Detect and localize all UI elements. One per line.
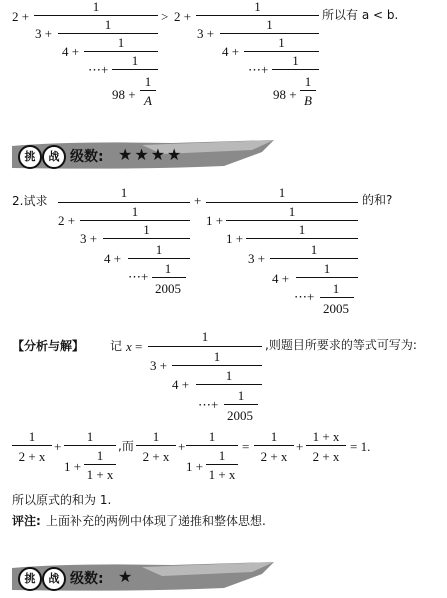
p2-f1-bar-1: [58, 202, 190, 203]
p2-f1-bar-3: [103, 238, 190, 239]
level-stars: ★★★★: [118, 147, 184, 164]
an-num-2: 1: [213, 349, 221, 364]
an-num-1: 1: [201, 329, 209, 344]
eq-plus-1: +: [54, 439, 62, 454]
p2-f2-lead: 1 +: [206, 213, 224, 228]
eq-t5-bar: [254, 445, 294, 446]
an-bar-2: [172, 365, 262, 366]
analysis-var: x: [126, 339, 132, 354]
challenge-level-banner: [12, 140, 277, 170]
rhs-num-1: 1: [254, 0, 261, 14]
p2-f2-lead-2: 1 +: [226, 231, 244, 246]
rhs-den-4: 4 +: [222, 44, 240, 59]
p2-f2-num-2: 1: [288, 204, 296, 219]
eq-t2-bar: [64, 445, 116, 446]
p2-f1-num-4: 1: [155, 242, 163, 257]
lhs-fraction-bar-4: [112, 69, 158, 70]
rhs-leading: 2 +: [174, 9, 192, 24]
eq-t2-num: 1: [86, 429, 94, 444]
eq-t4-num: 1: [208, 429, 216, 444]
eq-t3-num: 1: [152, 429, 160, 444]
eq-t4-lead: 1 +: [186, 459, 204, 474]
level-label-2: 级数:: [70, 571, 104, 587]
p2-plus: +: [194, 193, 202, 208]
analysis-intro: 记: [110, 339, 123, 353]
eq-t2-inner-bar: [84, 464, 116, 465]
eq-t6-num: 1 + x: [312, 429, 340, 444]
eq-er: ,而: [118, 439, 134, 453]
p2-f1-den-dots: ⋯+: [128, 269, 149, 284]
lhs-num-1: 1: [92, 0, 100, 14]
p2-f1-num-2: 1: [131, 204, 139, 219]
p2-f1-bar-2: [80, 220, 190, 221]
lhs-num-3: 1: [117, 35, 125, 50]
eq-t4-bar: [186, 445, 238, 446]
lhs-fraction-bar-1: [34, 15, 158, 16]
lhs-fraction-bar-5: [140, 90, 156, 91]
p2-f2-bar-3: [246, 238, 358, 239]
rhs-fraction-bar-3: [244, 51, 319, 52]
rhs-fraction-bar-4: [272, 69, 319, 70]
p2-f1-num-3: 1: [143, 222, 150, 237]
p2-f2-num-4: 1: [310, 242, 318, 257]
eq-t4-inner-bar: [206, 464, 238, 465]
problem-prefix: 2.试求: [12, 194, 48, 208]
eq-t4-inner-num: 1: [218, 448, 226, 463]
eq-plus-2: +: [178, 439, 186, 454]
eq-t5-den: 2 + x: [260, 449, 288, 464]
lhs-fraction-bar-2: [58, 33, 158, 34]
level-label: 级数:: [70, 149, 104, 165]
eq-t1-den: 2 + x: [18, 449, 46, 464]
p2-f2-den-4: 4 +: [272, 271, 290, 286]
p2-f2-num-5: 1: [323, 261, 331, 276]
lhs-leading: 2 +: [12, 9, 30, 24]
p2-f2-den-3: 3 +: [248, 251, 266, 266]
an-num-4: 1: [237, 388, 245, 403]
eq-t1-bar: [12, 445, 52, 446]
rhs-num-3: 1: [278, 35, 285, 50]
p2-f2-bar-1: [206, 202, 358, 203]
lhs-num-2: 1: [104, 17, 112, 32]
eq-t4-inner-den: 1 + x: [208, 467, 236, 482]
eq-t5-num: 1: [270, 429, 278, 444]
p2-f1-year: 2005: [155, 281, 181, 296]
lhs-fraction-bar-3: [84, 51, 158, 52]
greater-than: >: [161, 9, 169, 24]
lhs-den-dots: ⋯+: [88, 62, 109, 77]
rhs-den-3: 3 +: [197, 26, 215, 41]
sum-line: 所以原式的和为 1.: [12, 493, 112, 507]
an-bar-4: [224, 404, 258, 405]
an-bar-3: [196, 384, 262, 385]
eq-t3-bar: [136, 445, 176, 446]
p2-f2-bar-2: [226, 220, 358, 221]
eq-plus-3: +: [296, 439, 304, 454]
rhs-fraction-bar-2: [220, 33, 319, 34]
an-den-dots: ⋯+: [198, 397, 219, 412]
an-bar-1: [148, 346, 262, 347]
an-den-4: 4 +: [172, 377, 190, 392]
lhs-den-3: 3 +: [35, 26, 53, 41]
eq-t2-inner-num: 1: [96, 448, 104, 463]
p2-f2-den-dots: ⋯+: [294, 289, 315, 304]
eq-t6-den: 2 + x: [312, 449, 340, 464]
challenge-level-banner-2: [12, 562, 277, 592]
rhs-fraction-bar-5: [300, 90, 316, 91]
analysis-label: 【分析与解】: [12, 339, 85, 353]
p2-f1-bar-4: [128, 258, 190, 259]
challenge-icon-zhan-2: 战: [42, 567, 66, 591]
rhs-num-4: 1: [292, 53, 299, 68]
an-year: 2005: [227, 408, 253, 423]
level-stars-2: ★: [118, 569, 135, 586]
rhs-num-5: 1: [304, 74, 312, 89]
p2-f1-lead: 2 +: [58, 213, 76, 228]
challenge-icon-tiao: 挑: [18, 145, 42, 169]
p2-f2-bar-4: [270, 258, 358, 259]
comment-label: 评注:: [12, 514, 41, 528]
rhs-den-dots: ⋯+: [248, 62, 269, 77]
challenge-icon-zhan: 战: [42, 145, 66, 169]
eq-t2-lead: 1 +: [64, 459, 82, 474]
p2-f2-bar-5: [296, 277, 358, 278]
conclusion-text: 所以有 a < b.: [322, 8, 399, 22]
p2-f2-num-6: 1: [332, 281, 340, 296]
lhs-num-5: 1: [144, 74, 152, 89]
rhs-fraction-bar-1: [196, 15, 319, 16]
eq-equals: =: [242, 439, 250, 454]
eq-t2-inner-den: 1 + x: [86, 467, 114, 482]
comment-text: 上面补充的两例中体现了递推和整体思想.: [46, 514, 266, 528]
p2-f2-bar-6: [320, 297, 354, 298]
lhs-den-98: 98 +: [112, 87, 136, 102]
rhs-num-2: 1: [266, 17, 273, 32]
eq-t6-bar: [306, 445, 346, 446]
p2-f2-num-3: 1: [298, 222, 306, 237]
p2-f1-bar-5: [152, 277, 186, 278]
p2-f2-num-1: 1: [278, 185, 286, 200]
problem-tail: 的和?: [362, 193, 393, 207]
p2-f1-den-4: 4 +: [104, 251, 122, 266]
rhs-den-98: 98 +: [273, 87, 297, 102]
lhs-den-4: 4 +: [62, 44, 80, 59]
an-den-3: 3 +: [150, 358, 168, 373]
p2-f1-den-3: 3 +: [80, 231, 98, 246]
analysis-tail: ,则题目所要求的等式可写为:: [265, 338, 417, 352]
eq-t1-num: 1: [28, 429, 36, 444]
var-b: B: [304, 93, 312, 108]
var-a: A: [144, 93, 152, 108]
p2-f1-num-5: 1: [164, 261, 172, 276]
p2-f2-year: 2005: [323, 301, 349, 316]
eq-t3-den: 2 + x: [142, 449, 170, 464]
analysis-eq: =: [135, 339, 143, 354]
challenge-icon-tiao-2: 挑: [18, 567, 42, 591]
p2-f1-num-1: 1: [120, 185, 128, 200]
lhs-num-4: 1: [131, 53, 139, 68]
an-num-3: 1: [225, 368, 233, 383]
eq-result: = 1.: [350, 439, 371, 454]
